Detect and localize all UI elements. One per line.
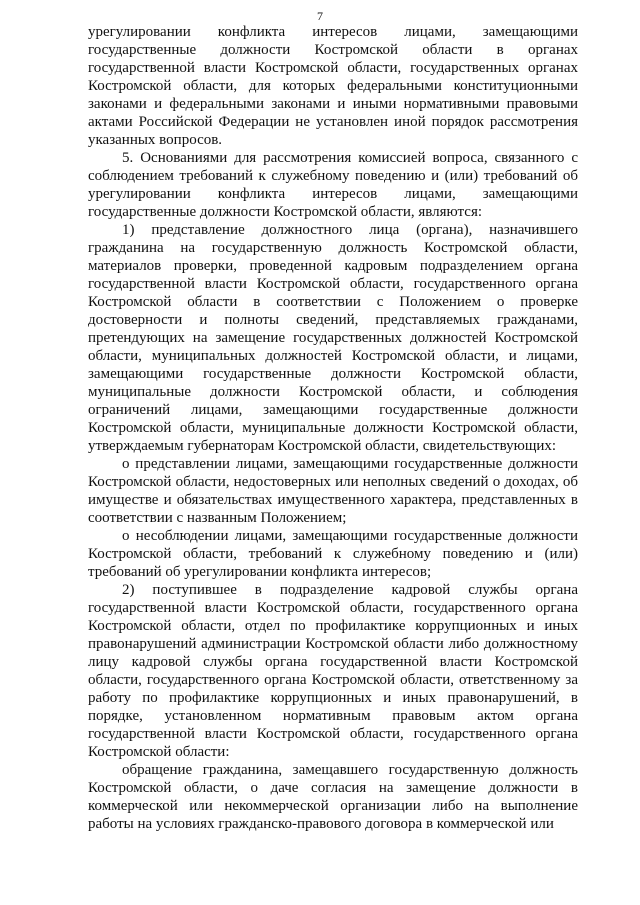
paragraph-false-info: о представлении лицами, замещающими государственные должности Костромской области, недостоверных или неполных сведений о доходах, об имуществе и обязательствах имущественного характера, представленных в соответствии с названным Положением; bbox=[88, 456, 578, 526]
paragraph-subitem-1: 1) представление должностного лица (органа), назначившего гражданина на государственную должность Костромской области, материалов проверки, проведенной кадровым подразделением органа государственной власти Костромской области, государственного органа Костромской области в соответствии с Положением о проверке достоверности и полноты сведений, представляемых гражданами, претендующих на замещение государственных должностей Костромской области, муниципальных должностей Костромской области, и лицами, замещающими государственные должности Костромской области, муниципальные должности Костромской области, и соблюдения ограничений лицами, замещающими государственные должности Костромской области, муниципальные должности Костромской области, утверждаемым губернаторам Костромской области, свидетельствующих: bbox=[88, 222, 578, 454]
paragraph-subitem-2: 2) поступившее в подразделение кадровой службы органа государственной власти Костромской области, государственного органа Костромской области, отдел по профилактике коррупционных и иных правонарушений администрации Костромской области либо должностному лицу кадровой службы органа государственной власти Костромской области, государственного органа Костромской области, ответственному за работу по профилактике коррупционных и иных правонарушений, в порядке, установленном нормативным правовым актом органа государственной власти Костромской области, государственного органа Костромской области: bbox=[88, 582, 578, 760]
page-number: 7 bbox=[317, 9, 323, 23]
paragraph-continuation: урегулировании конфликта интересов лицами, замещающими государственные должности Костромской области в органах государственной власти Костромской области, государственных органах Костромской области, для которых федеральными конституционными законами и федеральными законами и иными нормативными правовыми актами Российской Федерации не установлен иной порядок рассмотрения указанных вопросов. bbox=[88, 24, 578, 148]
paragraph-citizen-appeal: обращение гражданина, замещавшего государственную должность Костромской области, о даче согласия на замещение должности в коммерческой или некоммерческой организации либо на выполнение работы на условиях гражданско-правового договора в коммерческой или bbox=[88, 762, 578, 832]
document-body bbox=[88, 23, 578, 833]
paragraph-noncompliance: о несоблюдении лицами, замещающими государственные должности Костромской области, требований к служебному поведению и (или) требований об урегулировании конфликта интересов; bbox=[88, 528, 578, 580]
paragraph-item-5: 5. Основаниями для рассмотрения комиссией вопроса, связанного с соблюдением требований к служебному поведению и (или) требований об урегулировании конфликта интересов лицами, замещающими государственные должности Костромской области, являются: bbox=[88, 150, 578, 220]
